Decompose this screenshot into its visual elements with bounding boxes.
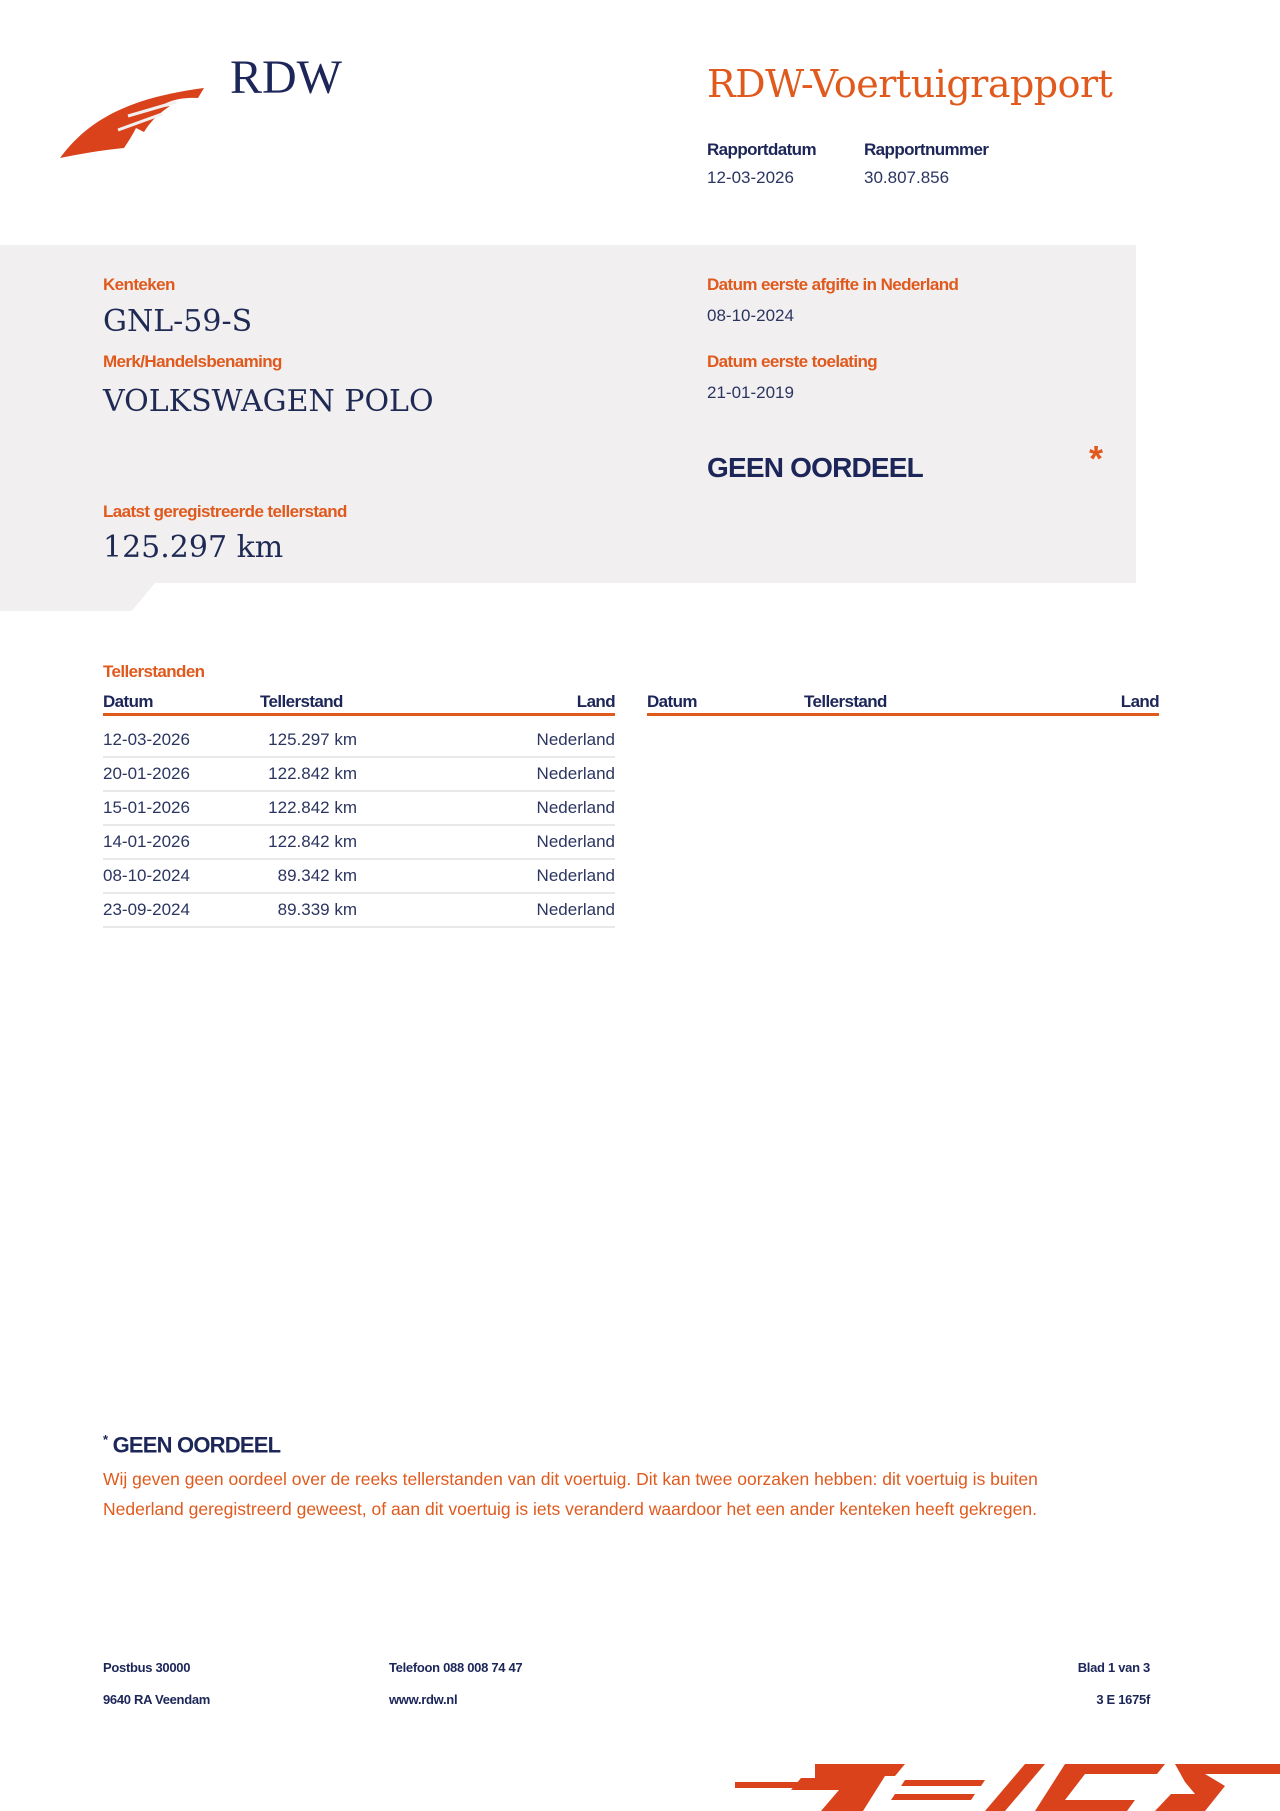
footer-page: Blad 1 van 3 [1077,1660,1150,1675]
row-date: 23-09-2024 [103,900,190,919]
rdw-logo-icon [58,80,210,162]
table-row [103,892,615,928]
table-header-line [103,713,615,716]
row-reading: 122.842 km [268,798,357,817]
row-date: 12-03-2026 [103,730,190,749]
table-row [103,824,615,860]
row-country: Nederland [536,730,615,749]
table-header-line-2 [647,713,1159,716]
table-row [103,756,615,792]
footer-po-box: Postbus 30000 [103,1660,191,1675]
footer-address: 9640 RA Veendam [103,1692,211,1707]
row-reading: 89.342 km [277,866,357,885]
footer-code: 3 E 1675f [1096,1692,1150,1707]
footnote-text: Wij geven geen oordeel over de reeks tellerstanden van dit voertuig. Dit kan twee oorzaken hebben: dit voertuig is buiten Nederland geregistreerd geweest, of aan dit voertuig is iets veranderd waardoor het een ander kenteken heeft gekregen. [103,1469,1038,1519]
report-date: 12-03-2026 [707,168,794,187]
summary-panel-tail [0,583,155,611]
row-country: Nederland [536,764,615,783]
report-title: RDW-Voertuigrapport [707,62,1113,106]
last-odometer-label: Laatst geregistreerde tellerstand [103,502,347,521]
first-admission: 21-01-2019 [707,383,794,402]
col-header-country: Land [576,692,615,711]
brand-label: Merk/Handelsbenaming [103,352,282,371]
report-number-label: Rapportnummer [864,140,989,159]
row-date: 14-01-2026 [103,832,190,851]
row-country: Nederland [536,798,615,817]
table-row [103,722,615,758]
verdict: GEEN OORDEEL [707,452,923,483]
footnote-marker: * [103,1432,108,1447]
col-header-date-2: Datum [647,692,697,711]
row-country: Nederland [536,866,615,885]
row-country: Nederland [536,832,615,851]
plate-number: GNL-59-S [103,304,253,339]
footer-website[interactable]: www.rdw.nl [389,1692,458,1707]
row-date: 08-10-2024 [103,866,190,885]
col-header-date: Datum [103,692,153,711]
report-number: 30.807.856 [864,168,950,187]
table-row [103,790,615,826]
col-header-reading-2: Tellerstand [804,692,887,711]
row-reading: 125.297 km [268,730,357,749]
first-issue-nl: 08-10-2024 [707,306,794,325]
first-issue-nl-label: Datum eerste afgifte in Nederland [707,275,959,294]
verdict-marker: * [1089,438,1104,479]
plate-label: Kenteken [103,275,175,294]
last-odometer: 125.297 km [103,530,284,565]
brand-name: VOLKSWAGEN POLO [103,384,434,419]
row-date: 20-01-2026 [103,764,190,783]
footnote-title [103,1432,280,1458]
row-date: 15-01-2026 [103,798,190,817]
logo-text: RDW [230,51,342,104]
col-header-reading: Tellerstand [260,692,343,711]
first-admission-label: Datum eerste toelating [707,352,878,371]
row-country: Nederland [536,900,615,919]
footer-phone: Telefoon 088 008 74 47 [389,1660,523,1675]
footnote-title-text: GEEN OORDEEL [112,1432,281,1458]
col-header-country-2: Land [1120,692,1159,711]
row-reading: 89.339 km [277,900,357,919]
row-reading: 122.842 km [268,764,357,783]
footer-decoration-icon [735,1760,1280,1811]
odometer-table-title: Tellerstanden [103,662,205,681]
row-reading: 122.842 km [268,832,357,851]
report-date-label: Rapportdatum [707,140,816,159]
table-row [103,858,615,894]
